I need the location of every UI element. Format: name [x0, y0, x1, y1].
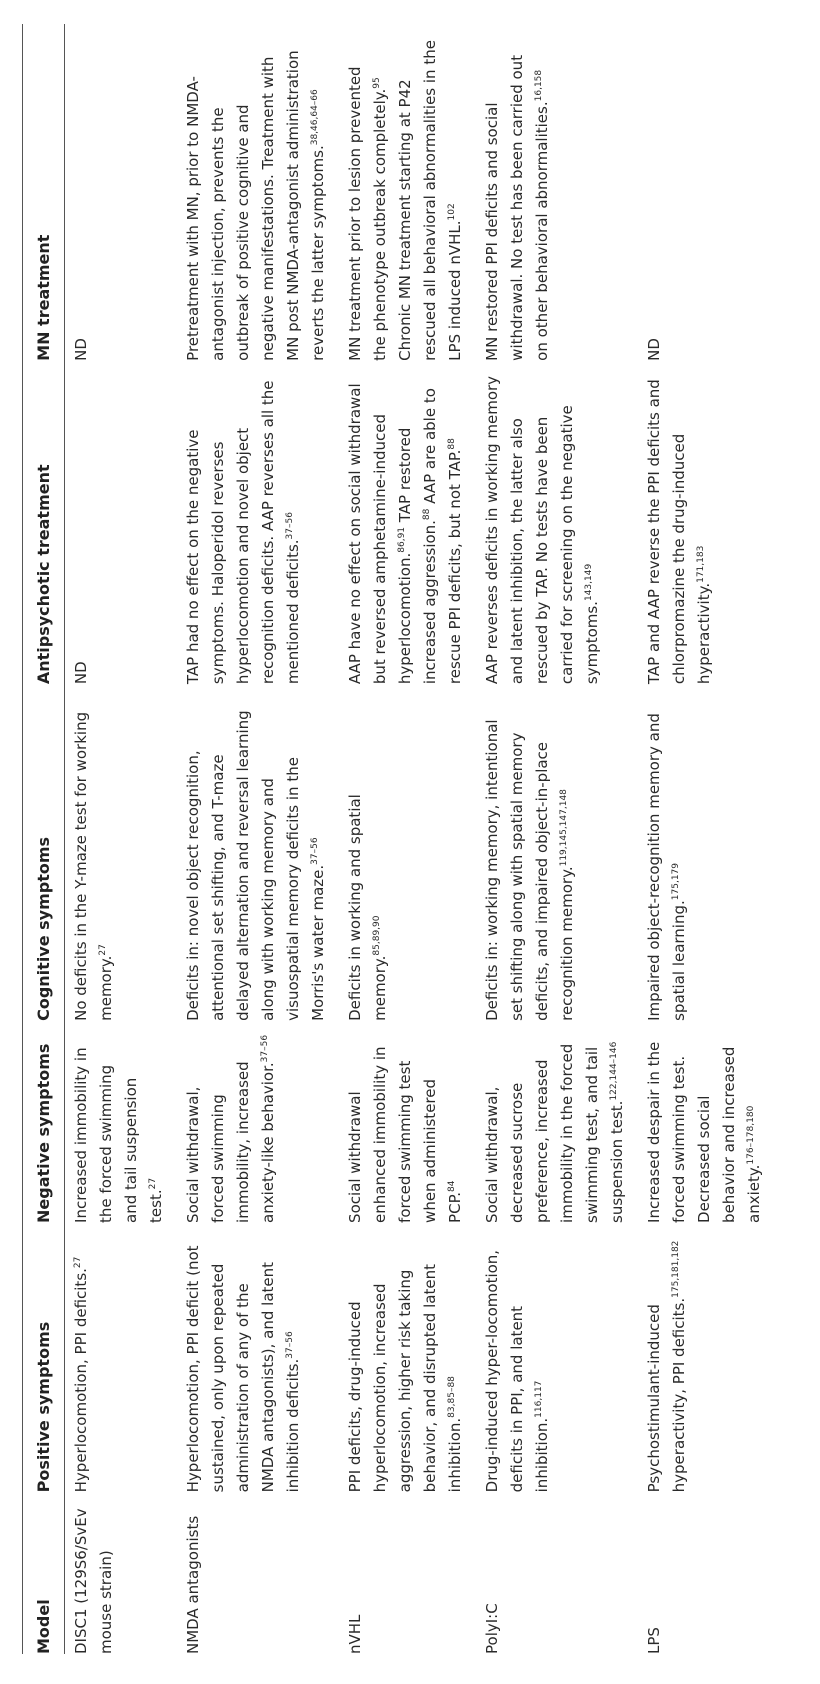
citation-ref: 88	[422, 508, 432, 521]
cell-text: AAP reverses deficits in working memory and latent inhibition, the latter also rescued by TAP. No tests have been carried for screening on the negative symptoms.	[483, 375, 601, 685]
cell-antipsychotic	[65, 361, 178, 684]
cell-mn	[65, 24, 178, 361]
cell-text: TAP and AAP reverse the PPI deficits and chlorpromazine the drug-induced hyperactivity.	[645, 379, 713, 685]
cell-text: No deficits in the Y-maze test for working memory.	[72, 711, 115, 1021]
cell-cognitive	[177, 684, 339, 1021]
cell-text: TAP had no effect on the negative symptoms. Haloperidol reverses hyperlocomotion and novel object recognition deficits. AAP reverses all the mentioned deficits.	[184, 380, 302, 685]
citation-ref: 37–56	[285, 512, 295, 540]
cell-antipsychotic	[177, 361, 339, 684]
citation-ref: 27	[148, 1177, 158, 1190]
citation-ref: 171,183	[696, 545, 706, 583]
symptoms-treatment-table	[22, 24, 771, 1654]
cell-positive	[65, 1223, 178, 1492]
cell-text: ND	[72, 338, 90, 361]
cell-text: Social withdrawal enhanced immobility in forced swimming test when administered PCP.	[346, 1046, 464, 1223]
table-row	[65, 24, 178, 1654]
table-row	[177, 24, 339, 1654]
cell-model: PolyI:C	[483, 1603, 501, 1654]
cell-antipsychotic	[339, 361, 476, 684]
cell-positive	[638, 1223, 771, 1492]
citation-ref: 86,91	[397, 526, 407, 553]
cell-antipsychotic	[476, 361, 638, 684]
citation-ref: 175,181,182	[671, 1240, 681, 1298]
cell-positive	[339, 1223, 476, 1492]
header-positive-symptoms: Positive symptoms	[23, 1223, 65, 1492]
citation-ref: 176–178,180	[746, 1105, 756, 1165]
header-antipsychotic-treatment: Antipsychotic treatment	[23, 361, 65, 684]
cell-mn	[476, 24, 638, 361]
cell-positive	[476, 1223, 638, 1492]
citation-ref: 122,144–146	[609, 1041, 619, 1101]
cell-text: Social withdrawal, forced swimming immobility, increased anxiety-like behavior.	[184, 1061, 277, 1223]
cell-cognitive	[638, 684, 771, 1021]
cell-model: nVHL	[346, 1614, 364, 1654]
cell-cognitive	[65, 684, 178, 1021]
cell-text: ND	[645, 338, 663, 361]
citation-ref: 102	[447, 203, 457, 221]
citation-ref: 84	[447, 1180, 457, 1192]
citation-ref: 83,85–88	[447, 1376, 457, 1418]
cell-negative	[638, 1021, 771, 1223]
cell-text: Impaired object-recognition memory and spatial learning.	[645, 713, 688, 1021]
header-model: Model	[23, 1492, 65, 1654]
citation-ref: 27	[98, 944, 108, 956]
citation-ref: 175,179	[671, 863, 681, 901]
cell-text: Hyperlocomotion, PPI deficit (not sustained, only upon repeated administration of any of the NMDA antagonists), and latent inhibition deficits.	[184, 1245, 302, 1493]
table-row	[476, 24, 638, 1654]
citation-ref: 95	[372, 77, 382, 89]
cell-text: Increased despair in the forced swimming test. Decreased social behavior and increased anxiety.	[645, 1041, 763, 1223]
cell-text: AAP have no effect on social withdrawal but reversed amphetamine-induced hyperlocomotion.	[346, 383, 414, 685]
citation-ref: 88	[447, 438, 457, 450]
cell-text: Psychostimulant-induced hyperactivity, PPI deficits.	[645, 1297, 688, 1493]
cell-negative	[339, 1021, 476, 1223]
cell-text: Deficits in: working memory, intentional set shifting along with spatial memory deficits, and impaired object-in-place recognition memory.	[483, 719, 576, 1021]
cell-mn	[177, 24, 339, 361]
citation-ref: 116,117	[534, 1380, 544, 1418]
cell-model: DISC1 (129S6/SvEv mouse strain)	[72, 1508, 115, 1654]
cell-antipsychotic	[638, 361, 771, 684]
cell-text: TAP restored increased aggression.	[396, 427, 439, 685]
cell-text: Deficits in: novel object recognition, attentional set shifting, and T-maze delayed alternation and reversal learning along with working memory and visuospatial memory deficits in the Morris's water maze.	[184, 710, 327, 1021]
header-negative-symptoms: Negative symptoms	[23, 1021, 65, 1223]
table-row	[638, 24, 771, 1654]
cell-text: Deficits in working and spatial memory.	[346, 794, 389, 1021]
citation-ref: 37–56	[285, 1331, 295, 1359]
cell-mn	[339, 24, 476, 361]
citation-ref: 37–56	[310, 837, 320, 865]
citation-ref: 143,149	[584, 563, 594, 602]
cell-text: MN treatment prior to lesion prevented the phenotype outbreak completely.	[346, 66, 389, 361]
cell-positive	[177, 1223, 339, 1492]
cell-mn	[638, 24, 771, 361]
cell-model: LPS	[645, 1627, 663, 1654]
cell-text: Hyperlocomotion, PPI deficits.	[72, 1268, 90, 1493]
header-mn-treatment: MN treatment	[23, 24, 65, 361]
cell-negative	[65, 1021, 178, 1223]
table-header-row	[23, 24, 65, 1654]
cell-text: ND	[72, 661, 90, 685]
header-cognitive-symptoms: Cognitive symptoms	[23, 684, 65, 1021]
cell-text: Pretreatment with MN, prior to NMDA-antagonist injection, prevents the outbreak of positive cognitive and negative manifestations. Treatment with MN post NMDA-antagonist administration reverts the latter symptoms.	[184, 50, 327, 361]
table-row	[339, 24, 476, 1654]
cell-negative	[177, 1021, 339, 1223]
cell-text: Chronic MN treatment starting at P42 rescued all behavioral abnormalities in the LPS induced nVHL.	[396, 40, 464, 361]
cell-text: PPI deficits, drug-induced hyperlocomotion, increased aggression, higher risk taking behavior, and disrupted latent inhibition.	[346, 1264, 464, 1493]
cell-negative	[476, 1021, 638, 1223]
cell-text: Drug-induced hyper-locomotion, deficits in PPI, and latent inhibition.	[483, 1249, 551, 1493]
cell-model: NMDA antagonists	[184, 1515, 202, 1654]
citation-ref: 16,158	[534, 69, 544, 102]
cell-cognitive	[339, 684, 476, 1021]
cell-text: MN restored PPI deficits and social withdrawal. No test has been carried out on other behavioral abnormalities.	[483, 54, 551, 361]
citation-ref: 27	[73, 1256, 83, 1269]
cell-cognitive	[476, 684, 638, 1021]
citation-ref: 119,145,147,148	[559, 789, 569, 867]
citation-ref: 85,89,90	[372, 915, 382, 956]
cell-text: AAP are able to rescue PPI deficits, but not TAP.	[421, 388, 464, 685]
cell-text: Increased immobility in the forced swimming and tail suspension test.	[72, 1047, 165, 1223]
cell-text: Social withdrawal, decreased sucrose preference, increased immobility in the forced swimming test, and tail suspension test.	[483, 1043, 626, 1223]
citation-ref: 37–56	[260, 1034, 270, 1063]
citation-ref: 38,46,64–66	[310, 89, 320, 146]
